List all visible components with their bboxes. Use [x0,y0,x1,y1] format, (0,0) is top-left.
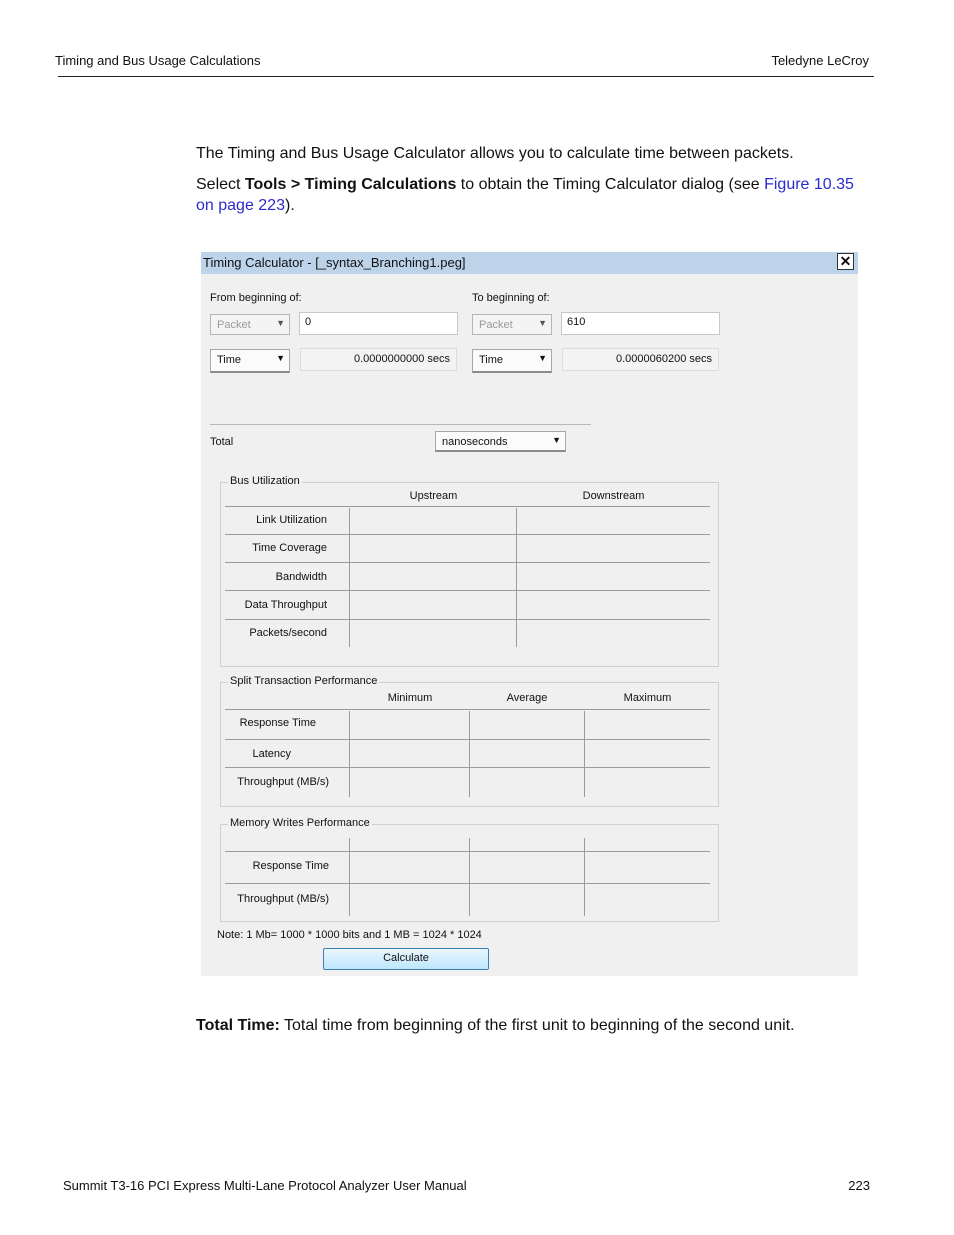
chevron-down-icon: ▼ [538,353,547,363]
intro-paragraph: The Timing and Bus Usage Calculator allows you to calculate time between packets. [196,145,794,162]
split-transaction-title: Split Transaction Performance [230,675,378,687]
timing-calculator-dialog [201,252,858,976]
units-note: Note: 1 Mb= 1000 * 1000 bits and 1 MB = 1024 * 1024 [217,929,482,941]
row-label-mw-response-time: Response Time [252,860,329,872]
grid-line [469,711,470,797]
select-prefix: Select [196,176,245,193]
footer-manual-title: Summit T3-16 PCI Express Multi-Lane Protocol Analyzer User Manual [63,1178,467,1193]
dialog-title: Timing Calculator - [_syntax_Branching1.peg] [203,255,466,270]
grid-line [584,838,585,916]
running-header-left: Timing and Bus Usage Calculations [55,53,261,68]
column-header-minimum: Minimum [387,692,433,704]
running-header-right: Teledyne LeCroy [771,53,869,68]
to-mode-select[interactable] [472,349,552,373]
grid-line [349,838,350,916]
select-suffix: ). [284,197,295,214]
to-result-field: 0.0000060200 secs [562,348,719,371]
bus-utilization-title: Bus Utilization [230,475,300,487]
grid-line [584,711,585,797]
grid-line [225,619,710,620]
chevron-down-icon: ▼ [276,353,285,363]
to-mode-value: Time [479,354,504,366]
grid-line [225,590,710,591]
from-unit-type-select[interactable] [210,314,290,335]
grid-line [225,506,710,507]
close-icon[interactable]: ✕ [837,253,854,270]
select-paragraph [196,174,876,216]
menu-path: Tools > Timing Calculations [244,176,457,193]
row-label-throughput: Throughput (MB/s) [237,776,329,788]
to-unit-type-select[interactable] [472,314,552,335]
chevron-down-icon: ▼ [538,318,547,328]
total-time-definition: Total time from beginning of the first unit to beginning of the second unit. [279,1017,795,1034]
grid-line [225,851,710,852]
chevron-down-icon: ▼ [276,318,285,328]
from-mode-value: Time [217,354,242,366]
row-label-response-time: Response Time [239,717,316,729]
row-label-mw-throughput: Throughput (MB/s) [237,893,329,905]
to-unit-value-input[interactable]: 610 [561,312,720,335]
page-number: 223 [848,1178,870,1193]
column-header-upstream: Upstream [409,490,458,502]
column-header-average: Average [506,692,548,704]
row-label-data-throughput: Data Throughput [244,599,327,611]
from-result-field: 0.0000000000 secs [300,348,457,371]
row-label-latency: Latency [252,748,291,760]
row-label-packets-per-second: Packets/second [249,627,327,639]
total-time-paragraph [196,1015,876,1036]
row-label-link-utilization: Link Utilization [256,514,327,526]
calculate-button[interactable]: Calculate [323,948,489,970]
grid-line [225,883,710,884]
dialog-titlebar [201,252,858,274]
total-unit-select[interactable] [435,431,566,452]
chevron-down-icon: ▼ [552,435,561,445]
column-header-maximum: Maximum [623,692,672,704]
column-header-downstream: Downstream [582,490,645,502]
to-label: To beginning of: [472,292,550,304]
from-unit-type-value: Packet [217,319,251,331]
grid-line [349,711,350,797]
grid-line [349,508,350,647]
to-unit-type-value: Packet [479,319,513,331]
grid-line [225,709,710,710]
grid-line [516,508,517,647]
row-label-bandwidth: Bandwidth [275,571,327,583]
from-unit-value-input[interactable]: 0 [299,312,458,335]
from-label: From beginning of: [210,292,302,304]
total-unit-value: nanoseconds [442,436,508,448]
grid-line [225,767,710,768]
grid-line [225,739,710,740]
from-mode-select[interactable] [210,349,290,373]
figure-link[interactable]: Figure 10.35 on page 223 [196,176,854,214]
total-label: Total [210,436,234,448]
header-rule [58,76,874,77]
select-mid: to obtain the Timing Calculator dialog (see [456,176,765,193]
section-separator [210,424,591,425]
memory-writes-title: Memory Writes Performance [230,817,370,829]
row-label-time-coverage: Time Coverage [252,542,327,554]
grid-line [225,534,710,535]
total-time-term: Total Time: [196,1017,280,1034]
grid-line [469,838,470,916]
grid-line [225,562,710,563]
